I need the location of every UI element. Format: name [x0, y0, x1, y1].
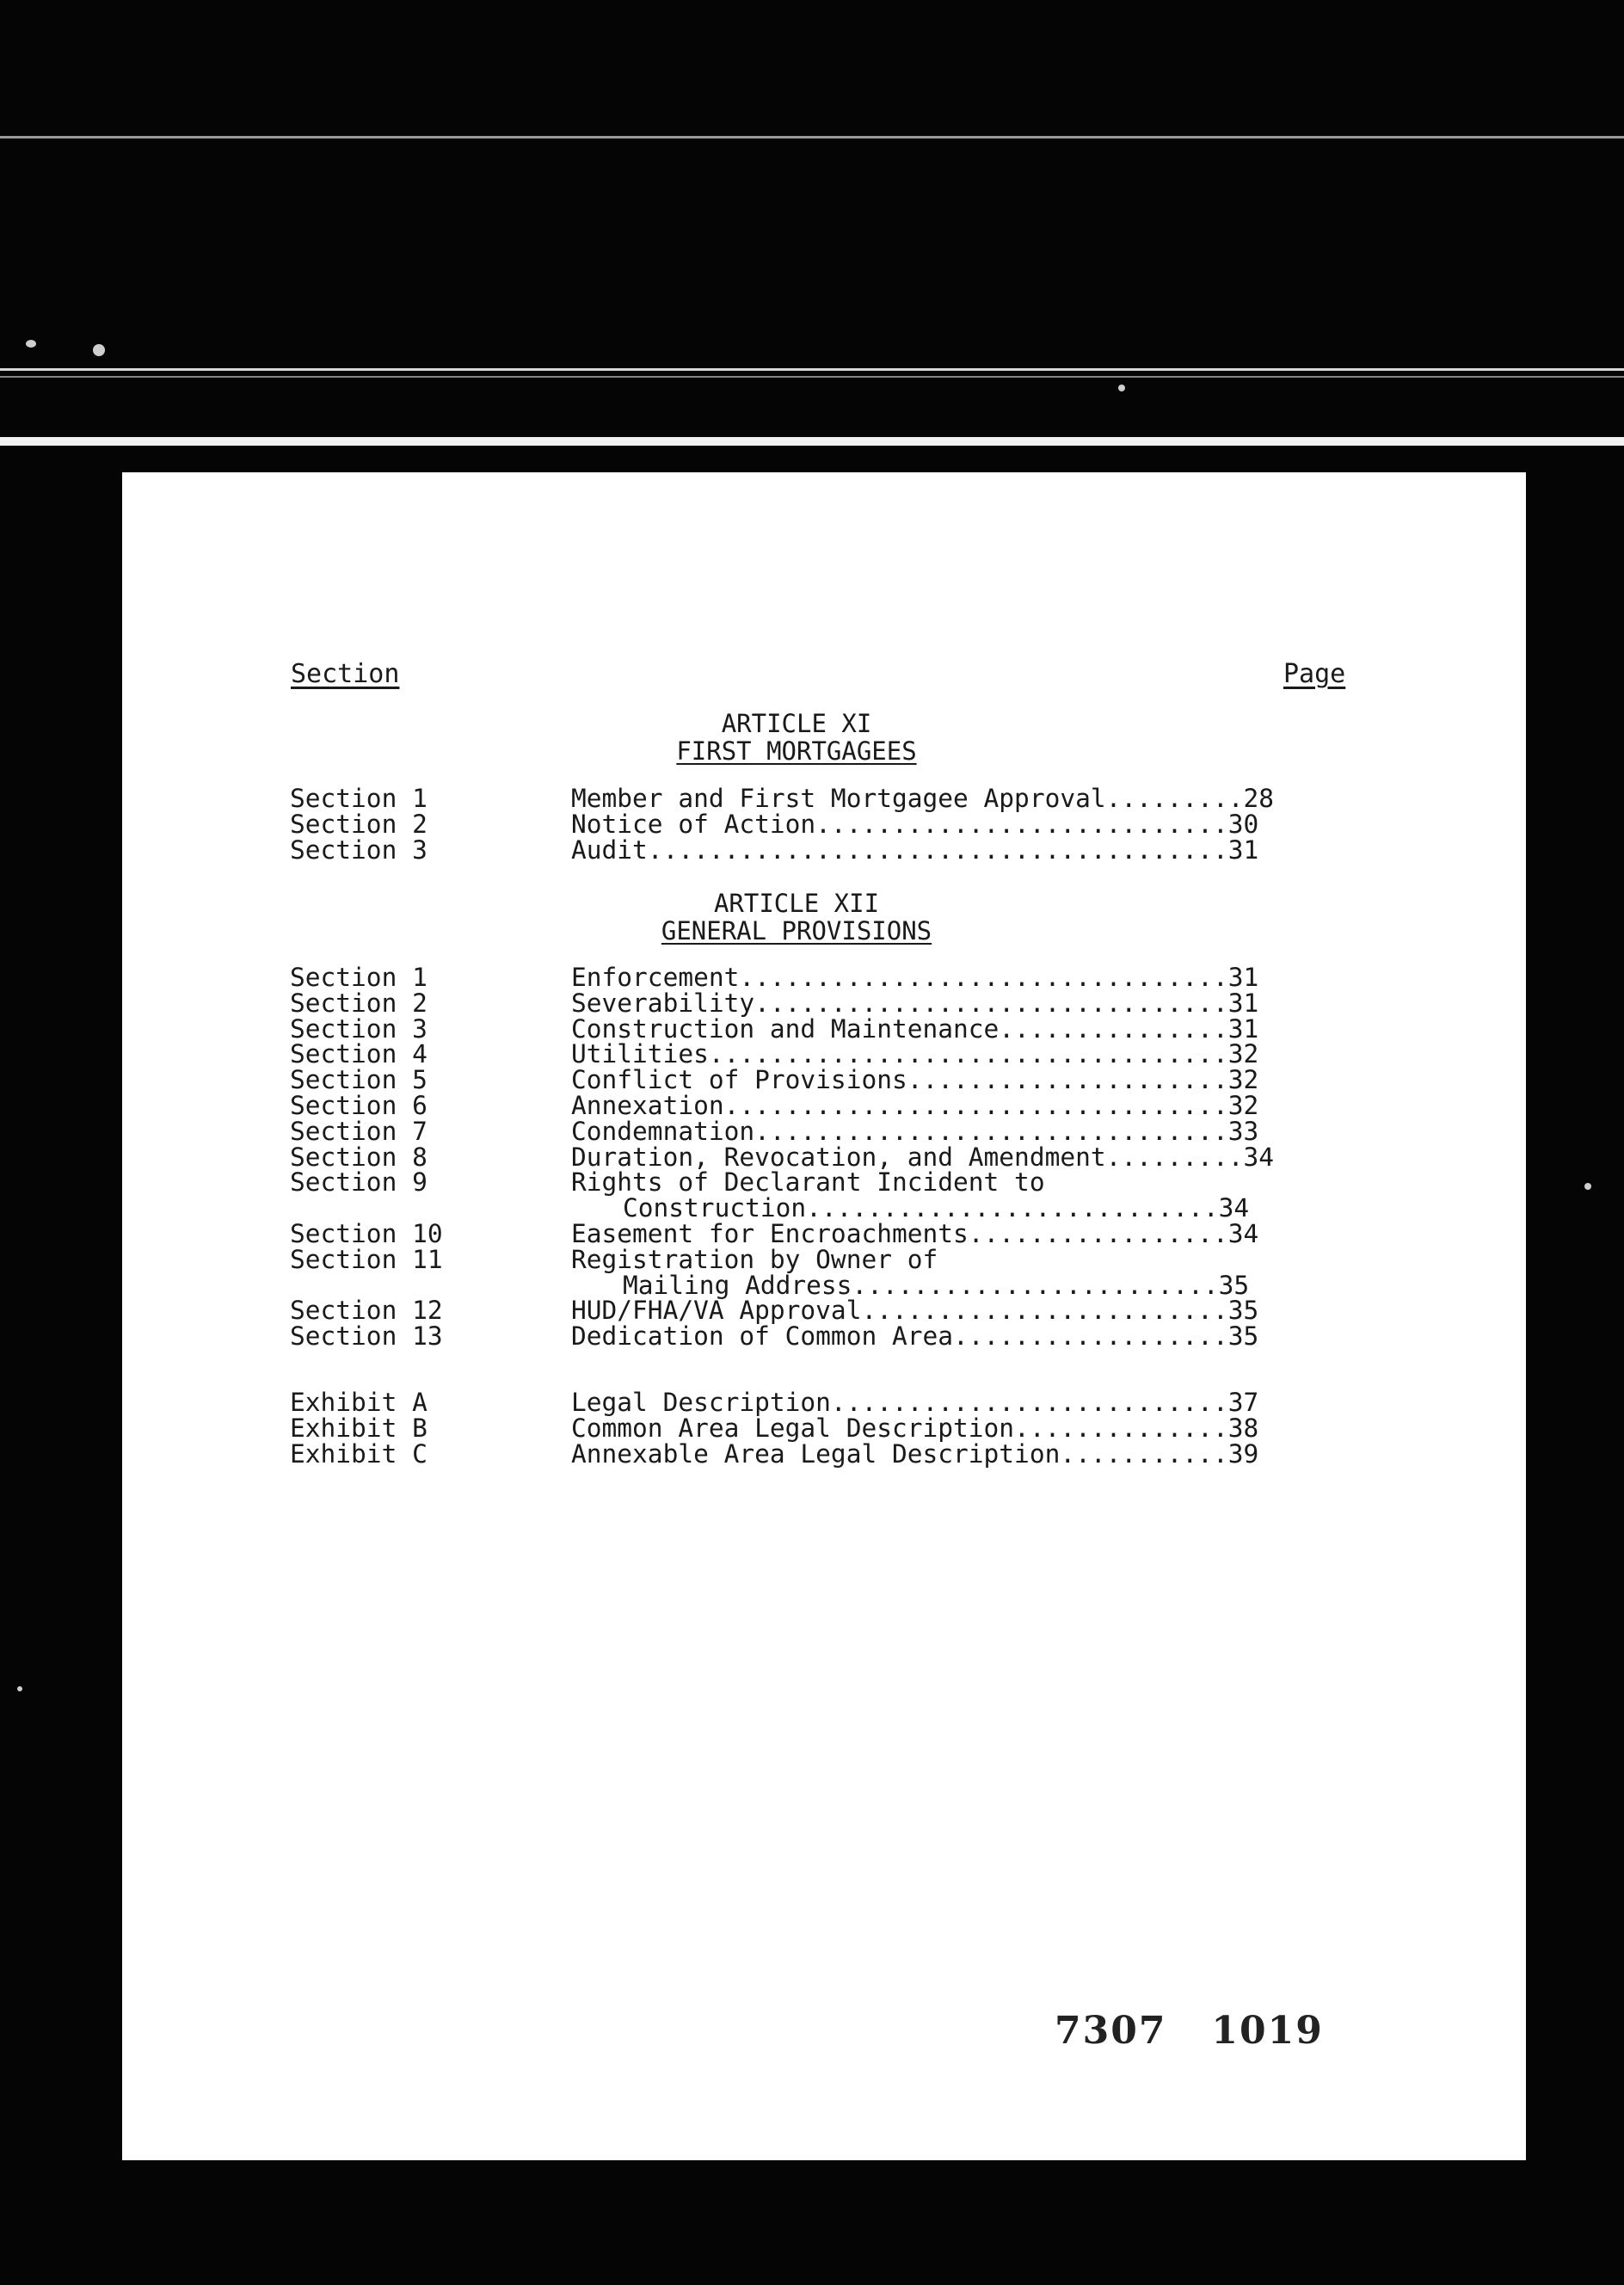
article-xii-list [290, 965, 1477, 1467]
toc-row [290, 809, 1477, 839]
toc-section-label: Section 3 [290, 1013, 428, 1044]
scan-speck [26, 340, 36, 348]
exhibit-row [290, 1413, 1477, 1443]
toc-row [290, 1090, 1477, 1120]
toc-row [290, 1167, 1477, 1198]
toc-row [290, 786, 1477, 812]
toc-row [290, 1039, 1477, 1069]
exhibit-label: Exhibit A [290, 1387, 428, 1417]
article-xii-title: ARTICLE XII [713, 889, 880, 918]
toc-section-label: Section 2 [290, 988, 428, 1018]
toc-row [290, 1298, 1477, 1324]
scan-speck [1118, 385, 1125, 391]
document-page [122, 472, 1526, 2160]
toc-row [290, 965, 1477, 991]
toc-entry-text: Utilities..................................32 [571, 1039, 1259, 1069]
toc-section-label: Section 8 [290, 1142, 428, 1172]
toc-row [290, 1013, 1477, 1044]
article-xi-list [290, 786, 1477, 863]
toc-row-continuation [290, 1270, 1477, 1300]
toc-entry-text: Construction and Maintenance...............31 [571, 1013, 1259, 1044]
exhibit-entry-text: Annexable Area Legal Description...........39 [571, 1438, 1259, 1469]
toc-entry-text: Registration by Owner of [571, 1244, 938, 1274]
page-column-header: Page [1283, 659, 1346, 689]
toc-row [290, 1065, 1477, 1095]
toc-entry-text: Annexation.................................32 [571, 1090, 1259, 1120]
toc-section-label: Section 6 [290, 1090, 428, 1120]
toc-section-label: Section 5 [290, 1065, 428, 1095]
toc-entry-text: Audit......................................31 [571, 835, 1259, 865]
scan-speck [17, 1686, 22, 1691]
article-xii-heading [122, 890, 1471, 945]
toc-entry-text: Member and First Mortgagee Approval.........28 [571, 784, 1274, 813]
toc-section-label: Section 2 [290, 809, 428, 839]
document-number: 7307 1019 [1055, 2009, 1324, 2053]
section-column-header: Section [291, 659, 400, 689]
toc-entry-text: Rights of Declarant Incident to [571, 1167, 1045, 1198]
toc-entry-text: Dedication of Common Area..................35 [571, 1321, 1259, 1352]
toc-section-label: Section 1 [290, 963, 428, 992]
toc-entry-text: Condemnation...............................33 [571, 1116, 1259, 1146]
scan-line [0, 376, 1624, 378]
toc-section-label: Section 3 [290, 835, 428, 865]
toc-section-label: Section 12 [290, 1296, 443, 1326]
toc-section-label: Section 1 [290, 784, 428, 813]
exhibit-row [290, 1438, 1477, 1469]
toc-section-label: Section 10 [290, 1218, 443, 1248]
scan-line [0, 437, 1624, 446]
exhibit-entry-text: Common Area Legal Description..............38 [571, 1413, 1259, 1443]
toc-entry-text: Severability...............................31 [571, 988, 1259, 1018]
article-xi-subtitle: FIRST MORTGAGEES [676, 736, 917, 766]
toc-entry-text: Conflict of Provisions.....................32 [571, 1065, 1259, 1095]
toc-section-label: Section 11 [290, 1244, 443, 1274]
toc-row [290, 1321, 1477, 1352]
toc-entry-text: Easement for Encroachments.................34 [571, 1218, 1259, 1248]
toc-entry-continuation: Mailing Address........................35 [623, 1270, 1250, 1300]
exhibit-entry-text: Legal Description..........................37 [571, 1387, 1259, 1417]
toc-row [290, 1244, 1477, 1274]
scan-speck [1584, 1183, 1591, 1190]
toc-entry-text: Enforcement................................31 [571, 963, 1259, 992]
exhibit-row [290, 1387, 1477, 1417]
toc-row [290, 1116, 1477, 1146]
toc-row [290, 1142, 1477, 1172]
toc-entry-text: HUD/FHA/VA Approval........................35 [571, 1296, 1259, 1326]
scan-speck [93, 344, 105, 356]
toc-entry-text: Duration, Revocation, and Amendment.........34 [571, 1142, 1274, 1172]
toc-row [290, 1218, 1477, 1248]
scan-line [0, 136, 1624, 139]
toc-row [290, 988, 1477, 1018]
toc-entry-text: Notice of Action...........................30 [571, 809, 1259, 839]
exhibit-label: Exhibit C [290, 1438, 428, 1469]
toc-section-label: Section 9 [290, 1167, 428, 1198]
toc-section-label: Section 4 [290, 1039, 428, 1069]
toc-row-continuation [290, 1193, 1477, 1223]
toc-row [290, 835, 1477, 865]
scan-line [0, 368, 1624, 371]
toc-section-label: Section 13 [290, 1321, 443, 1352]
article-xi-heading [122, 710, 1471, 765]
exhibit-label: Exhibit B [290, 1413, 428, 1443]
toc-entry-continuation: Construction...........................34 [623, 1193, 1250, 1223]
article-xi-title: ARTICLE XI [721, 709, 872, 738]
toc-section-label: Section 7 [290, 1116, 428, 1146]
article-xii-subtitle: GENERAL PROVISIONS [661, 916, 932, 945]
